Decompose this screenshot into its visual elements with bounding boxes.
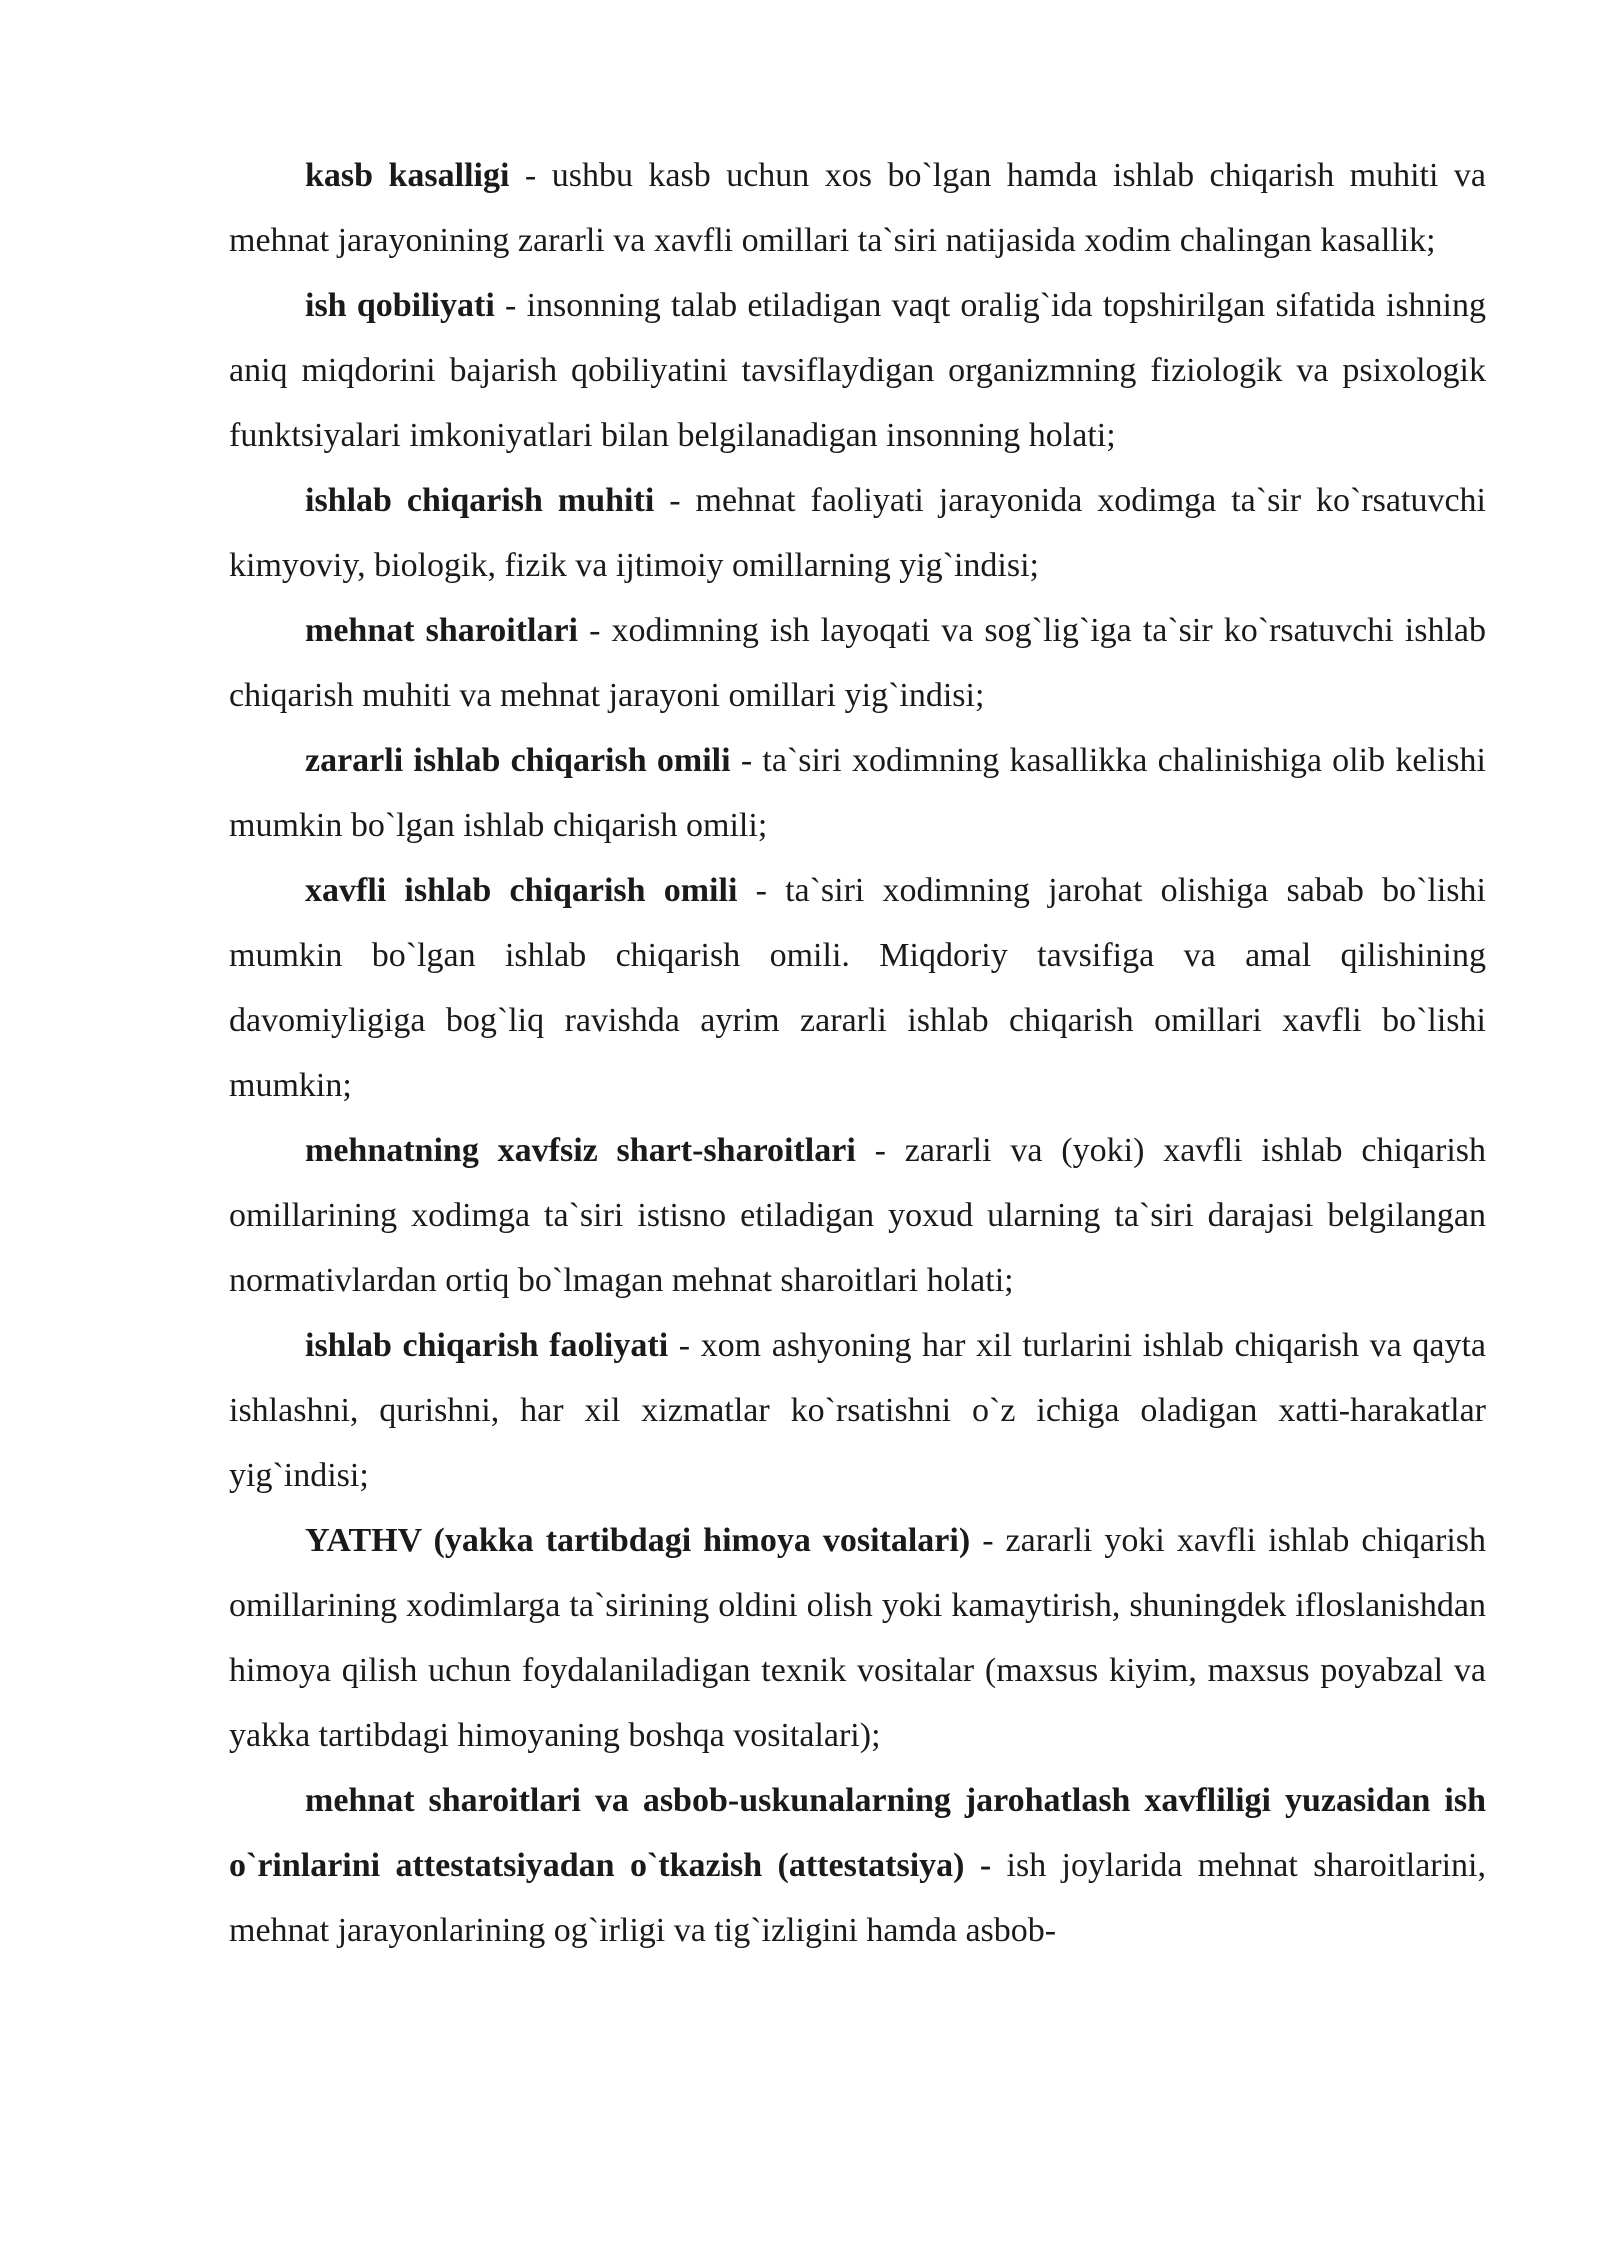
definition-paragraph bbox=[229, 273, 1486, 468]
document-body bbox=[229, 143, 1486, 1963]
definition-term: ishlab chiqarish faoliyati bbox=[305, 1327, 669, 1364]
definition-paragraph bbox=[229, 858, 1486, 1118]
definition-text: - mehnat faoliyati jarayonida xodimga ta`sir ko`rsatuvchi kimyoviy, biologik, fizik va ijtimoiy omillarning yig`indisi; bbox=[229, 482, 1486, 584]
definition-paragraph bbox=[229, 728, 1486, 858]
definition-term: YATHV (yakka tartibdagi himoya vositalari) bbox=[305, 1522, 971, 1559]
definition-text: - xodimning ish layoqati va sog`lig`iga ta`sir ko`rsatuvchi ishlab chiqarish muhiti va mehnat jarayoni omillari yig`indisi; bbox=[229, 612, 1486, 714]
definition-term: mehnat sharoitlari va asbob-uskunalarning jarohatlash xavfliligi yuzasidan ish o`rinlarini attestatsiyadan o`tkazish (attestatsiya) - bbox=[229, 1782, 1486, 1884]
definition-text: - ta`siri xodimning kasallikka chalinishiga olib kelishi mumkin bo`lgan ishlab chiqarish omili; bbox=[229, 742, 1486, 844]
definition-term: ishlab chiqarish muhiti bbox=[305, 482, 655, 519]
definition-term: zararli ishlab chiqarish omili bbox=[305, 742, 731, 779]
definition-text: - zararli va (yoki) xavfli ishlab chiqarish omillarining xodimga ta`siri istisno etiladigan yoxud ularning ta`siri darajasi belgilangan normativlardan ortiq bo`lmagan mehnat sharoitlari holati; bbox=[229, 1132, 1486, 1299]
definition-paragraph bbox=[229, 1508, 1486, 1768]
definition-text: - ta`siri xodimning jarohat olishiga sabab bo`lishi mumkin bo`lgan ishlab chiqarish omili. Miqdoriy tavsifiga va amal qilishining davomiyligiga bog`liq ravishda ayrim zararli ishlab chiqarish omillari xavfli bo`lishi mumkin; bbox=[229, 872, 1486, 1104]
definition-term: mehnat sharoitlari bbox=[305, 612, 579, 649]
definition-paragraph bbox=[229, 1768, 1486, 1963]
definition-term: kasb kasalligi bbox=[305, 157, 510, 194]
definition-paragraph bbox=[229, 143, 1486, 273]
definition-paragraph bbox=[229, 1118, 1486, 1313]
definition-paragraph bbox=[229, 1313, 1486, 1508]
definition-text: - insonning talab etiladigan vaqt oralig`ida topshirilgan sifatida ishning aniq miqdorini bajarish qobiliyatini tavsiflaydigan organizmning fiziologik va psixologik funktsiyalari imkoniyatlari bilan belgilanadigan insonning holati; bbox=[229, 287, 1486, 454]
definition-text: - zararli yoki xavfli ishlab chiqarish omillarining xodimlarga ta`sirining oldini olish yoki kamaytirish, shuningdek ifloslanishdan himoya qilish uchun foydalaniladigan texnik vositalar (maxsus kiyim, maxsus poyabzal va yakka tartibdagi himoyaning boshqa vositalari); bbox=[229, 1522, 1486, 1754]
definition-text: - ushbu kasb uchun xos bo`lgan hamda ishlab chiqarish muhiti va mehnat jarayonining zararli va xavfli omillari ta`siri natijasida xodim chalingan kasallik; bbox=[229, 157, 1486, 259]
definition-text: ish joylarida mehnat sharoitlarini, mehnat jarayonlarining og`irligi va tig`izligini hamda asbob- bbox=[229, 1847, 1486, 1949]
definition-paragraph bbox=[229, 468, 1486, 598]
definition-term: xavfli ishlab chiqarish omili bbox=[305, 872, 738, 909]
definition-paragraph bbox=[229, 598, 1486, 728]
definition-text: - xom ashyoning har xil turlarini ishlab chiqarish va qayta ishlashni, qurishni, har xil xizmatlar ko`rsatishni o`z ichiga oladigan xatti-harakatlar yig`indisi; bbox=[229, 1327, 1486, 1494]
definition-term: mehnatning xavfsiz shart-sharoitlari bbox=[305, 1132, 856, 1169]
definition-term: ish qobiliyati bbox=[305, 287, 495, 324]
